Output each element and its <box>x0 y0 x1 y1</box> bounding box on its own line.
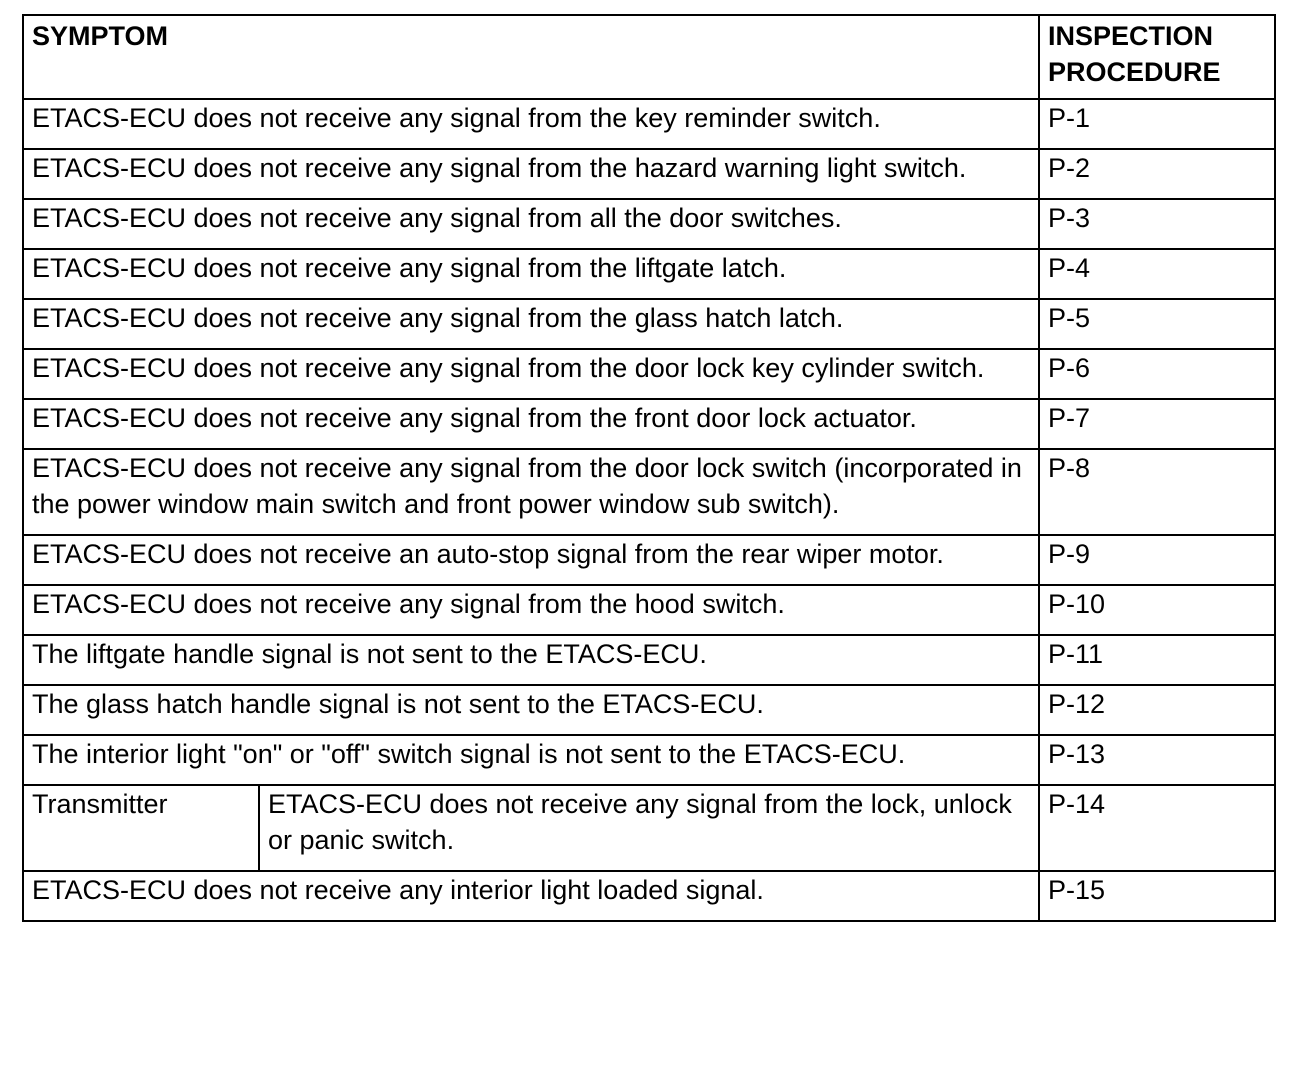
table-row <box>23 535 1275 585</box>
symptom-cell: ETACS-ECU does not receive any signal from all the door switches. <box>23 199 1039 249</box>
table-row <box>23 635 1275 685</box>
table-row <box>23 299 1275 349</box>
table-row <box>23 349 1275 399</box>
procedure-cell: P-6 <box>1039 349 1275 399</box>
symptom-cell: ETACS-ECU does not receive any signal from the lock, unlock or panic switch. <box>259 785 1039 871</box>
symptom-cell: ETACS-ECU does not receive any signal from the hazard warning light switch. <box>23 149 1039 199</box>
table-row <box>23 99 1275 149</box>
procedure-cell: P-10 <box>1039 585 1275 635</box>
procedure-cell: P-5 <box>1039 299 1275 349</box>
symptom-cell: ETACS-ECU does not receive any signal from the liftgate latch. <box>23 249 1039 299</box>
symptom-cell: ETACS-ECU does not receive an auto-stop signal from the rear wiper motor. <box>23 535 1039 585</box>
procedure-cell: P-4 <box>1039 249 1275 299</box>
symptom-cell: The glass hatch handle signal is not sent to the ETACS-ECU. <box>23 685 1039 735</box>
symptom-cell: ETACS-ECU does not receive any signal from the door lock switch (incorporated in the power window main switch and front power window sub switch). <box>23 449 1039 535</box>
symptom-cell: ETACS-ECU does not receive any interior light loaded signal. <box>23 871 1039 921</box>
symptom-cell: ETACS-ECU does not receive any signal from the key reminder switch. <box>23 99 1039 149</box>
procedure-cell: P-2 <box>1039 149 1275 199</box>
procedure-cell: P-8 <box>1039 449 1275 535</box>
table-row <box>23 871 1275 921</box>
procedure-cell: P-11 <box>1039 635 1275 685</box>
table-row <box>23 585 1275 635</box>
table-row <box>23 449 1275 535</box>
inspection-procedure-header-line1: INSPECTION <box>1048 21 1214 51</box>
symptom-table <box>22 14 1276 922</box>
table-row <box>23 249 1275 299</box>
table-row <box>23 685 1275 735</box>
table-row <box>23 735 1275 785</box>
symptom-cell: The liftgate handle signal is not sent to the ETACS-ECU. <box>23 635 1039 685</box>
symptom-cell: The interior light "on" or "off" switch signal is not sent to the ETACS-ECU. <box>23 735 1039 785</box>
table-row <box>23 399 1275 449</box>
symptom-cell: ETACS-ECU does not receive any signal from the front door lock actuator. <box>23 399 1039 449</box>
procedure-cell: P-1 <box>1039 99 1275 149</box>
table-row <box>23 785 1275 871</box>
procedure-cell: P-15 <box>1039 871 1275 921</box>
symptom-cell: ETACS-ECU does not receive any signal from the glass hatch latch. <box>23 299 1039 349</box>
symptom-column-header: SYMPTOM <box>23 15 1039 99</box>
procedure-cell: P-3 <box>1039 199 1275 249</box>
symptom-cell: ETACS-ECU does not receive any signal from the hood switch. <box>23 585 1039 635</box>
table-row <box>23 199 1275 249</box>
procedure-cell: P-12 <box>1039 685 1275 735</box>
procedure-cell: P-7 <box>1039 399 1275 449</box>
inspection-procedure-column-header <box>1039 15 1275 99</box>
table-row <box>23 149 1275 199</box>
table-header-row <box>23 15 1275 99</box>
group-cell-transmitter: Transmitter <box>23 785 259 871</box>
symptom-cell: ETACS-ECU does not receive any signal from the door lock key cylinder switch. <box>23 349 1039 399</box>
inspection-procedure-header-line2: PROCEDURE <box>1048 57 1221 87</box>
procedure-cell: P-9 <box>1039 535 1275 585</box>
procedure-cell: P-13 <box>1039 735 1275 785</box>
procedure-cell: P-14 <box>1039 785 1275 871</box>
